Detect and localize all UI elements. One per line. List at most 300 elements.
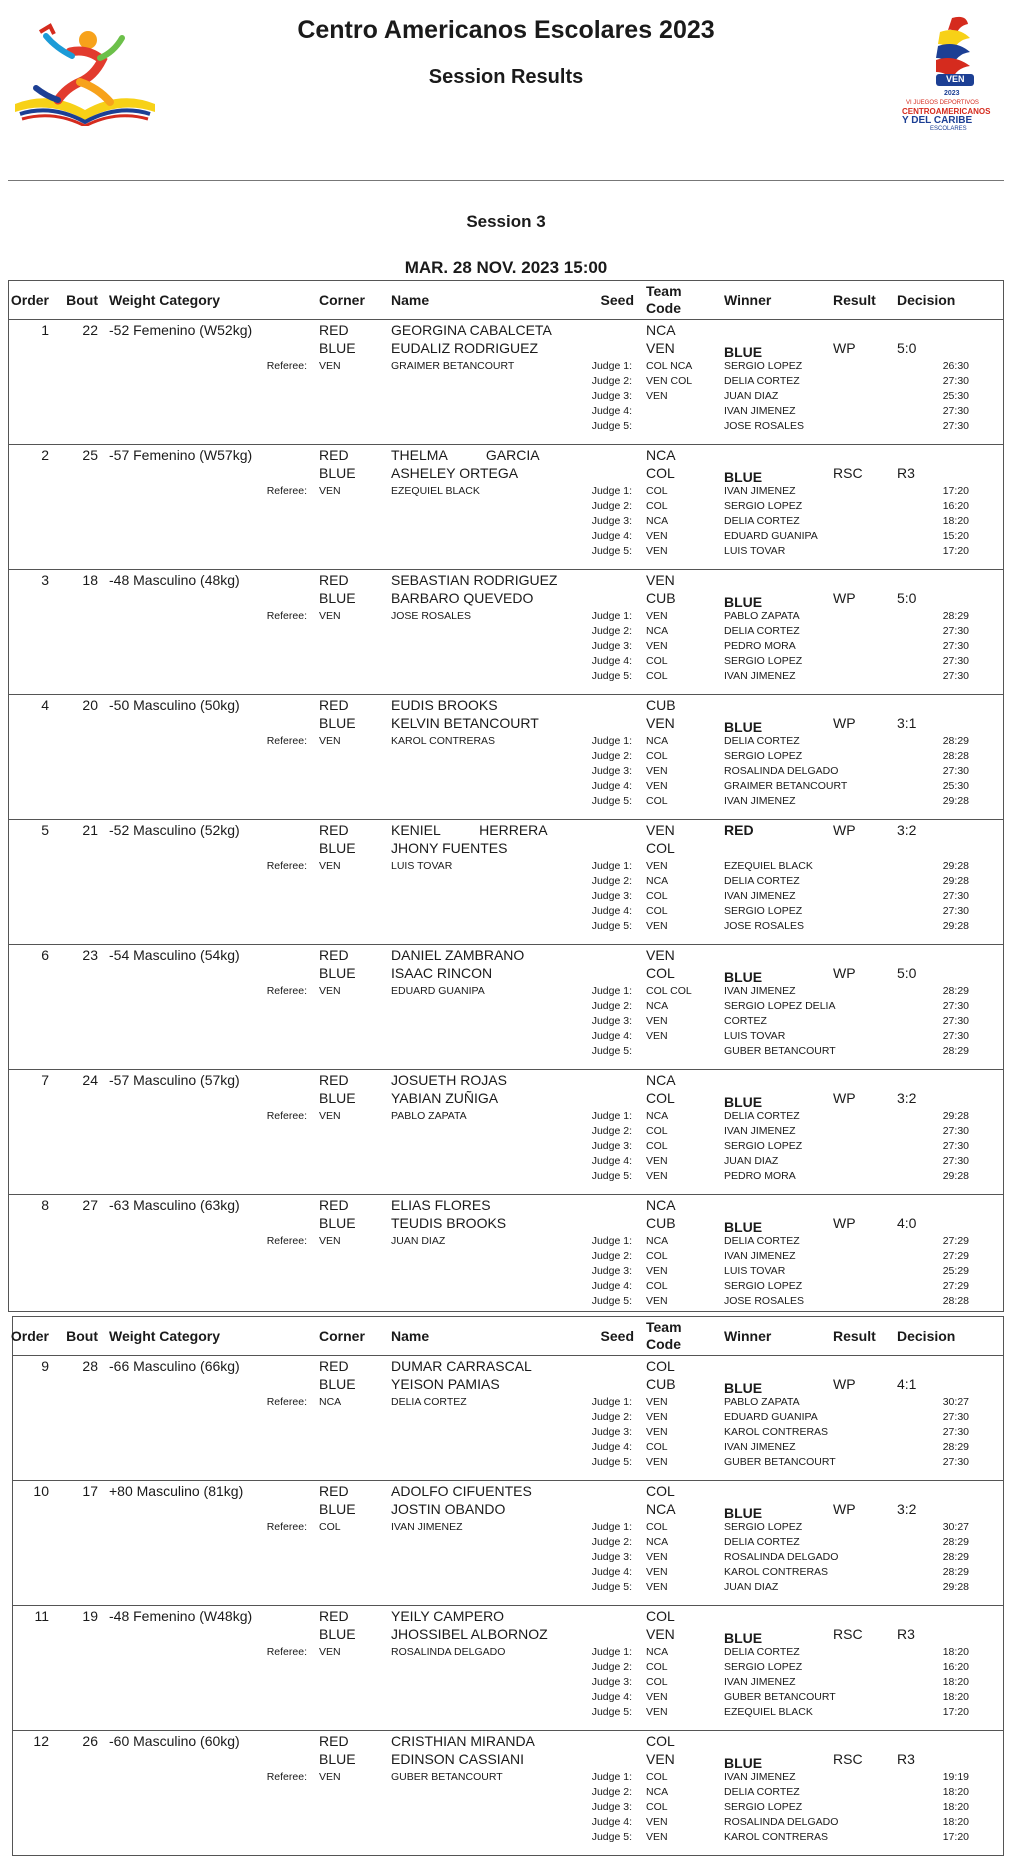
judge-score: 28:29 bbox=[942, 1551, 969, 1563]
referee-team: VEN bbox=[319, 1771, 341, 1783]
bout-row bbox=[13, 1730, 1003, 1856]
judge-label: Judge 3: bbox=[591, 890, 632, 902]
red-boxer-name: GEORGINA CABALCETA bbox=[391, 322, 552, 338]
judge-score: 19:19 bbox=[942, 1771, 969, 1783]
judge-name: GRAIMER BETANCOURT bbox=[724, 780, 848, 792]
judge-score: 18:20 bbox=[942, 1691, 969, 1703]
judge-label: Judge 4: bbox=[591, 405, 632, 417]
judge-name: IVAN JIMENEZ bbox=[724, 890, 796, 902]
logo-games-text: VI JUEGOS DEPORTIVOS bbox=[906, 100, 979, 106]
judge-score: 27:30 bbox=[942, 640, 969, 652]
referee-team: VEN bbox=[319, 1110, 341, 1122]
red-team-code: COL bbox=[646, 1608, 675, 1624]
col-header-result: Result bbox=[833, 1328, 876, 1344]
referee-team: VEN bbox=[319, 985, 341, 997]
referee-name: GUBER BETANCOURT bbox=[391, 1771, 503, 1783]
judge-score: 28:29 bbox=[942, 1045, 969, 1057]
referee-team: COL bbox=[319, 1521, 341, 1533]
judge-name: KAROL CONTRERAS bbox=[724, 1426, 829, 1438]
bout-row bbox=[9, 944, 1003, 1070]
judge-score: 27:30 bbox=[942, 1456, 969, 1468]
bout-order: 8 bbox=[41, 1197, 49, 1213]
judge-score: 27:30 bbox=[942, 670, 969, 682]
weight-category: -50 Masculino (50kg) bbox=[109, 697, 240, 713]
blue-team-code: NCA bbox=[646, 1501, 676, 1517]
referee-label: Referee: bbox=[266, 1646, 307, 1658]
judge-team: VEN bbox=[646, 1411, 668, 1423]
judge-name: PEDRO MORA bbox=[724, 1170, 796, 1182]
judge-name: JUAN DIAZ bbox=[724, 1581, 779, 1593]
judge-label: Judge 3: bbox=[591, 515, 632, 527]
winner-corner: BLUE bbox=[724, 969, 763, 985]
red-team-code: NCA bbox=[646, 447, 676, 463]
judge-label: Judge 2: bbox=[591, 1250, 632, 1262]
col-header-weight: Weight Category bbox=[109, 292, 220, 308]
red-team-code: VEN bbox=[646, 572, 675, 588]
judge-team: NCA bbox=[646, 875, 669, 887]
judge-team: COL bbox=[646, 905, 668, 917]
judge-team: COL bbox=[646, 890, 668, 902]
result-type: WP bbox=[833, 340, 856, 356]
judge-score: 29:28 bbox=[942, 920, 969, 932]
col-header-bout: Bout bbox=[66, 1328, 98, 1344]
judge-label: Judge 4: bbox=[591, 1030, 632, 1042]
judge-label: Judge 1: bbox=[591, 735, 632, 747]
judge-name: EZEQUIEL BLACK bbox=[724, 1706, 813, 1718]
judge-label: Judge 2: bbox=[591, 875, 632, 887]
blue-boxer-name: YABIAN ZUÑIGA bbox=[391, 1090, 499, 1106]
bout-row bbox=[9, 819, 1003, 945]
decision-score: R3 bbox=[897, 1751, 915, 1767]
judge-team: VEN bbox=[646, 390, 668, 402]
referee-label: Referee: bbox=[266, 1521, 307, 1533]
referee-name: JOSE ROSALES bbox=[391, 610, 471, 622]
decision-score: 4:1 bbox=[897, 1376, 917, 1392]
judge-team: VEN bbox=[646, 1691, 668, 1703]
bout-number: 19 bbox=[82, 1608, 98, 1624]
judge-score: 26:30 bbox=[942, 360, 969, 372]
judge-name: IVAN JIMENEZ bbox=[724, 795, 796, 807]
judge-score: 25:30 bbox=[942, 780, 969, 792]
judge-label: Judge 4: bbox=[591, 1816, 632, 1828]
corner-red: RED bbox=[319, 1197, 349, 1213]
judge-team: VEN bbox=[646, 530, 668, 542]
judge-score: 18:20 bbox=[942, 1801, 969, 1813]
col-header-decision: Decision bbox=[897, 292, 956, 308]
blue-team-code: VEN bbox=[646, 340, 675, 356]
winner-corner: BLUE bbox=[724, 344, 763, 360]
referee-label: Referee: bbox=[266, 985, 307, 997]
judge-team: VEN bbox=[646, 1581, 668, 1593]
judge-score: 28:29 bbox=[942, 1536, 969, 1548]
judge-label: Judge 1: bbox=[591, 1235, 632, 1247]
judge-score: 28:28 bbox=[942, 1295, 969, 1307]
referee-name: LUIS TOVAR bbox=[391, 860, 453, 872]
judge-team: COL bbox=[646, 670, 668, 682]
red-boxer-name: CRISTHIAN MIRANDA bbox=[391, 1733, 535, 1749]
weight-category: -63 Masculino (63kg) bbox=[109, 1197, 240, 1213]
referee-name: KAROL CONTRERAS bbox=[391, 735, 496, 747]
judge-name: SERGIO LOPEZ DELIA bbox=[724, 1000, 836, 1012]
corner-blue: BLUE bbox=[319, 1215, 356, 1231]
col-header-winner: Winner bbox=[724, 292, 772, 308]
corner-red: RED bbox=[319, 947, 349, 963]
judge-team: COL bbox=[646, 1250, 668, 1262]
corner-blue: BLUE bbox=[319, 590, 356, 606]
decision-score: 5:0 bbox=[897, 965, 917, 981]
judge-name: JUAN DIAZ bbox=[724, 390, 779, 402]
judge-label: Judge 1: bbox=[591, 485, 632, 497]
judge-team: COL bbox=[646, 1676, 668, 1688]
bout-order: 5 bbox=[41, 822, 49, 838]
bout-row bbox=[9, 694, 1003, 820]
judge-score: 17:20 bbox=[942, 545, 969, 557]
corner-red: RED bbox=[319, 322, 349, 338]
red-team-code: VEN bbox=[646, 822, 675, 838]
judge-score: 29:28 bbox=[942, 1170, 969, 1182]
bout-number: 22 bbox=[82, 322, 98, 338]
col-header-seed: Seed bbox=[600, 292, 634, 308]
decision-score: 5:0 bbox=[897, 590, 917, 606]
judge-team: NCA bbox=[646, 515, 669, 527]
judge-score: 27:30 bbox=[942, 890, 969, 902]
decision-score: 3:2 bbox=[897, 822, 917, 838]
judge-name: IVAN JIMENEZ bbox=[724, 485, 796, 497]
judge-label: Judge 5: bbox=[591, 920, 632, 932]
referee-team: VEN bbox=[319, 360, 341, 372]
corner-red: RED bbox=[319, 1733, 349, 1749]
red-boxer-name: THELMA GARCIA bbox=[391, 447, 540, 463]
judge-score: 30:27 bbox=[942, 1396, 969, 1408]
red-boxer-name: EUDIS BROOKS bbox=[391, 697, 498, 713]
judge-team: COL bbox=[646, 1521, 668, 1533]
judge-name: EZEQUIEL BLACK bbox=[724, 860, 813, 872]
judge-team: NCA bbox=[646, 1235, 669, 1247]
judge-name: ROSALINDA DELGADO bbox=[724, 1816, 839, 1828]
decision-score: 3:1 bbox=[897, 715, 917, 731]
result-type: WP bbox=[833, 590, 856, 606]
judge-team: COL bbox=[646, 1140, 668, 1152]
judge-score: 27:30 bbox=[942, 625, 969, 637]
judge-name: CORTEZ bbox=[724, 1015, 767, 1027]
referee-label: Referee: bbox=[266, 735, 307, 747]
judge-label: Judge 2: bbox=[591, 1000, 632, 1012]
blue-boxer-name: JHOSSIBEL ALBORNOZ bbox=[391, 1626, 548, 1642]
decision-score: 3:2 bbox=[897, 1501, 917, 1517]
red-boxer-name: SEBASTIAN RODRIGUEZ bbox=[391, 572, 558, 588]
corner-red: RED bbox=[319, 572, 349, 588]
logo-escolares-text: ESCOLARES bbox=[930, 126, 967, 132]
judge-team: VEN bbox=[646, 920, 668, 932]
judge-team: COL bbox=[646, 500, 668, 512]
decision-score: R3 bbox=[897, 465, 915, 481]
judge-label: Judge 2: bbox=[591, 375, 632, 387]
weight-category: -54 Masculino (54kg) bbox=[109, 947, 240, 963]
col-header-order: Order bbox=[10, 292, 49, 308]
judge-team: COL bbox=[646, 485, 668, 497]
judge-team: VEN bbox=[646, 765, 668, 777]
winner-corner: BLUE bbox=[724, 594, 763, 610]
judge-label: Judge 3: bbox=[591, 1801, 632, 1813]
session-label: Session 3 bbox=[466, 212, 546, 231]
referee-label: Referee: bbox=[266, 1396, 307, 1408]
judge-score: 28:29 bbox=[942, 1566, 969, 1578]
judge-name: EDUARD GUANIPA bbox=[724, 530, 818, 542]
decision-score: 3:2 bbox=[897, 1090, 917, 1106]
results-table bbox=[12, 1316, 1004, 1856]
bout-row bbox=[13, 1480, 1003, 1606]
logo-caribe-text: Y DEL CARIBE bbox=[902, 115, 973, 126]
result-type: WP bbox=[833, 822, 856, 838]
judge-team: NCA bbox=[646, 1536, 669, 1548]
judge-team: VEN bbox=[646, 1396, 668, 1408]
judge-name: IVAN JIMENEZ bbox=[724, 985, 796, 997]
bout-number: 27 bbox=[82, 1197, 98, 1213]
col-header-corner: Corner bbox=[319, 1328, 365, 1344]
judge-score: 29:28 bbox=[942, 1110, 969, 1122]
result-type: WP bbox=[833, 1376, 856, 1392]
judge-score: 16:20 bbox=[942, 1661, 969, 1673]
judge-team: VEN bbox=[646, 1706, 668, 1718]
header-divider bbox=[8, 180, 1004, 181]
judge-team: VEN bbox=[646, 1265, 668, 1277]
judge-team: VEN bbox=[646, 610, 668, 622]
referee-name: EDUARD GUANIPA bbox=[391, 985, 485, 997]
judge-name: ROSALINDA DELGADO bbox=[724, 1551, 839, 1563]
bout-number: 21 bbox=[82, 822, 98, 838]
col-header-corner: Corner bbox=[319, 292, 365, 308]
judge-name: LUIS TOVAR bbox=[724, 1030, 786, 1042]
judge-team: VEN bbox=[646, 860, 668, 872]
judge-team: VEN bbox=[646, 1551, 668, 1563]
judge-name: JOSE ROSALES bbox=[724, 420, 804, 432]
judge-team: VEN bbox=[646, 1831, 668, 1843]
judge-score: 27:30 bbox=[942, 1411, 969, 1423]
judge-team: VEN bbox=[646, 1295, 668, 1307]
red-boxer-name: DUMAR CARRASCAL bbox=[391, 1358, 532, 1374]
judge-score: 28:29 bbox=[942, 610, 969, 622]
bout-order: 12 bbox=[33, 1733, 49, 1749]
judge-team: VEN COL bbox=[646, 375, 693, 387]
judge-team: VEN bbox=[646, 1170, 668, 1182]
judge-label: Judge 3: bbox=[591, 640, 632, 652]
bout-order: 9 bbox=[41, 1358, 49, 1374]
judge-name: DELIA CORTEZ bbox=[724, 1646, 800, 1658]
judge-score: 27:30 bbox=[942, 1155, 969, 1167]
judge-name: PEDRO MORA bbox=[724, 640, 796, 652]
result-type: RSC bbox=[833, 1751, 863, 1767]
col-header-name: Name bbox=[391, 292, 430, 308]
result-type: WP bbox=[833, 715, 856, 731]
judge-score: 17:20 bbox=[942, 1831, 969, 1843]
red-boxer-name: KENIEL HERRERA bbox=[391, 822, 548, 838]
judge-score: 18:20 bbox=[942, 1676, 969, 1688]
judge-team: COL COL bbox=[646, 985, 692, 997]
winner-corner: RED bbox=[724, 822, 754, 838]
judge-score: 28:29 bbox=[942, 985, 969, 997]
corner-blue: BLUE bbox=[319, 340, 356, 356]
result-type: WP bbox=[833, 1215, 856, 1231]
red-team-code: COL bbox=[646, 1483, 675, 1499]
judge-label: Judge 1: bbox=[591, 1110, 632, 1122]
referee-name: IVAN JIMENEZ bbox=[391, 1521, 463, 1533]
judge-label: Judge 5: bbox=[591, 1170, 632, 1182]
logo-ven-text: VEN bbox=[946, 74, 965, 84]
red-boxer-name: ELIAS FLORES bbox=[391, 1197, 491, 1213]
judge-team: COL bbox=[646, 1441, 668, 1453]
judge-label: Judge 3: bbox=[591, 1676, 632, 1688]
red-team-code: NCA bbox=[646, 1072, 676, 1088]
judge-label: Judge 4: bbox=[591, 530, 632, 542]
judge-score: 27:30 bbox=[942, 1125, 969, 1137]
judge-score: 18:20 bbox=[942, 1646, 969, 1658]
judge-team: VEN bbox=[646, 1426, 668, 1438]
judge-score: 29:28 bbox=[942, 875, 969, 887]
session-datetime: MAR. 28 NOV. 2023 15:00 bbox=[404, 258, 608, 277]
bout-order: 4 bbox=[41, 697, 49, 713]
judge-score: 29:28 bbox=[942, 860, 969, 872]
judge-team: NCA bbox=[646, 1786, 669, 1798]
corner-red: RED bbox=[319, 697, 349, 713]
blue-team-code: VEN bbox=[646, 1626, 675, 1642]
judge-score: 27:30 bbox=[942, 1000, 969, 1012]
judge-label: Judge 3: bbox=[591, 1426, 632, 1438]
judge-score: 27:30 bbox=[942, 1140, 969, 1152]
referee-team: VEN bbox=[319, 735, 341, 747]
judge-team: VEN bbox=[646, 1566, 668, 1578]
judge-score: 27:29 bbox=[942, 1250, 969, 1262]
judge-label: Judge 3: bbox=[591, 1551, 632, 1563]
bout-order: 6 bbox=[41, 947, 49, 963]
result-type: WP bbox=[833, 1501, 856, 1517]
judge-name: DELIA CORTEZ bbox=[724, 625, 800, 637]
judge-score: 17:20 bbox=[942, 485, 969, 497]
judge-label: Judge 2: bbox=[591, 625, 632, 637]
judge-label: Judge 2: bbox=[591, 500, 632, 512]
judge-label: Judge 5: bbox=[591, 1295, 632, 1307]
judge-team: COL bbox=[646, 750, 668, 762]
judge-team: VEN bbox=[646, 1030, 668, 1042]
judge-name: PABLO ZAPATA bbox=[724, 610, 800, 622]
bout-number: 20 bbox=[82, 697, 98, 713]
bout-number: 17 bbox=[82, 1483, 98, 1499]
blue-boxer-name: TEUDIS BROOKS bbox=[391, 1215, 507, 1231]
blue-boxer-name: YEISON PAMIAS bbox=[391, 1376, 500, 1392]
judge-label: Judge 4: bbox=[591, 1155, 632, 1167]
judge-team: NCA bbox=[646, 1646, 669, 1658]
judge-label: Judge 1: bbox=[591, 1771, 632, 1783]
judge-team: VEN bbox=[646, 1456, 668, 1468]
judge-name: EDUARD GUANIPA bbox=[724, 1411, 818, 1423]
weight-category: -57 Masculino (57kg) bbox=[109, 1072, 240, 1088]
judge-team: VEN bbox=[646, 1015, 668, 1027]
col-header-seed: Seed bbox=[600, 1328, 634, 1344]
judge-label: Judge 1: bbox=[591, 985, 632, 997]
judge-name: GUBER BETANCOURT bbox=[724, 1456, 836, 1468]
judge-team: COL bbox=[646, 1771, 668, 1783]
judge-score: 28:28 bbox=[942, 750, 969, 762]
judge-score: 28:29 bbox=[942, 735, 969, 747]
corner-blue: BLUE bbox=[319, 1751, 356, 1767]
blue-team-code: CUB bbox=[646, 590, 676, 606]
blue-boxer-name: ASHELEY ORTEGA bbox=[391, 465, 519, 481]
winner-corner: BLUE bbox=[724, 1630, 763, 1646]
corner-blue: BLUE bbox=[319, 965, 356, 981]
red-boxer-name: ADOLFO CIFUENTES bbox=[391, 1483, 532, 1499]
judge-name: KAROL CONTRERAS bbox=[724, 1566, 829, 1578]
judge-score: 18:20 bbox=[942, 1786, 969, 1798]
judge-score: 25:29 bbox=[942, 1265, 969, 1277]
judge-label: Judge 4: bbox=[591, 655, 632, 667]
referee-name: DELIA CORTEZ bbox=[391, 1396, 467, 1408]
document-subtitle: Session Results bbox=[428, 66, 584, 88]
red-team-code: NCA bbox=[646, 322, 676, 338]
table-header bbox=[10, 1317, 1003, 1356]
judge-score: 18:20 bbox=[942, 515, 969, 527]
judge-name: ROSALINDA DELGADO bbox=[724, 765, 839, 777]
judge-label: Judge 5: bbox=[591, 1045, 632, 1057]
judge-score: 29:28 bbox=[942, 1581, 969, 1593]
judge-name: KAROL CONTRERAS bbox=[724, 1831, 829, 1843]
col-header-team: Team Code bbox=[646, 283, 682, 316]
corner-blue: BLUE bbox=[319, 1501, 356, 1517]
judge-label: Judge 4: bbox=[591, 780, 632, 792]
winner-corner: BLUE bbox=[724, 1755, 763, 1771]
winner-corner: BLUE bbox=[724, 469, 763, 485]
bout-number: 28 bbox=[82, 1358, 98, 1374]
judge-label: Judge 5: bbox=[591, 1706, 632, 1718]
judge-label: Judge 5: bbox=[591, 1581, 632, 1593]
col-header-bout: Bout bbox=[66, 292, 98, 308]
col-header-order: Order bbox=[10, 1328, 49, 1344]
weight-category: -48 Masculino (48kg) bbox=[109, 572, 240, 588]
winner-corner: BLUE bbox=[724, 1380, 763, 1396]
judge-team: NCA bbox=[646, 625, 669, 637]
judge-score: 27:29 bbox=[942, 1280, 969, 1292]
judge-score: 28:29 bbox=[942, 1441, 969, 1453]
col-header-winner: Winner bbox=[724, 1328, 772, 1344]
referee-label: Referee: bbox=[266, 1110, 307, 1122]
judge-label: Judge 5: bbox=[591, 670, 632, 682]
result-type: RSC bbox=[833, 1626, 863, 1642]
bout-order: 7 bbox=[41, 1072, 49, 1088]
judge-label: Judge 5: bbox=[591, 420, 632, 432]
referee-team: VEN bbox=[319, 610, 341, 622]
judge-name: DELIA CORTEZ bbox=[724, 1235, 800, 1247]
weight-category: -48 Femenino (W48kg) bbox=[109, 1608, 253, 1624]
corner-red: RED bbox=[319, 1608, 349, 1624]
logo-year-text: 2023 bbox=[944, 90, 960, 97]
referee-name: GRAIMER BETANCOURT bbox=[391, 360, 515, 372]
bout-row bbox=[9, 319, 1003, 445]
referee-name: PABLO ZAPATA bbox=[391, 1110, 467, 1122]
bout-row bbox=[9, 1194, 1003, 1320]
judge-team: VEN bbox=[646, 640, 668, 652]
blue-boxer-name: BARBARO QUEVEDO bbox=[391, 590, 534, 606]
blue-team-code: COL bbox=[646, 465, 675, 481]
judge-team: VEN bbox=[646, 1816, 668, 1828]
judge-name: IVAN JIMENEZ bbox=[724, 1676, 796, 1688]
judge-team: COL bbox=[646, 795, 668, 807]
bout-row bbox=[13, 1355, 1003, 1481]
winner-corner: BLUE bbox=[724, 1094, 763, 1110]
corner-red: RED bbox=[319, 447, 349, 463]
col-header-name: Name bbox=[391, 1328, 430, 1344]
judge-name: DELIA CORTEZ bbox=[724, 375, 800, 387]
col-header-result: Result bbox=[833, 292, 876, 308]
bout-row bbox=[9, 569, 1003, 695]
judge-label: Judge 4: bbox=[591, 905, 632, 917]
